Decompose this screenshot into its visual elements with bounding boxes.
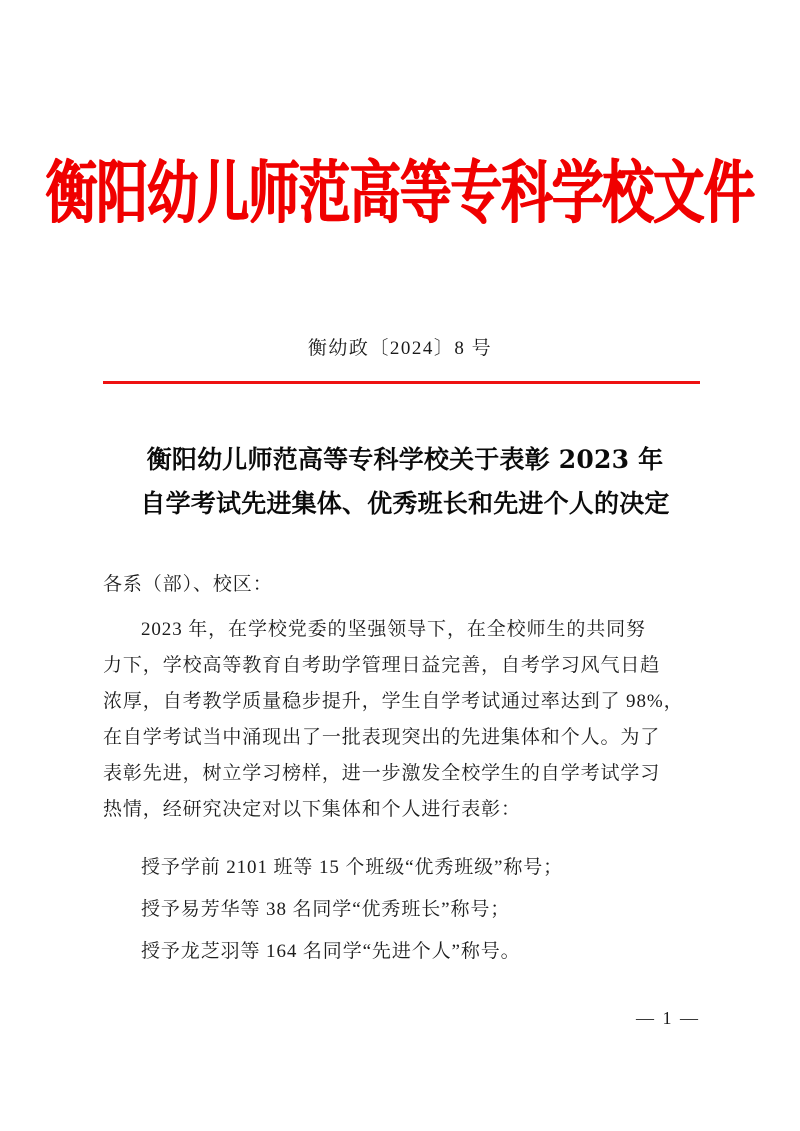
body-paragraph-line: 热情，经研究决定对以下集体和个人进行表彰： (103, 799, 521, 820)
document-heading (100, 438, 710, 526)
body-paragraph-line: 在自学考试当中涌现出了一批表现突出的先进集体和个人。为了 (103, 727, 661, 748)
red-separator-rule (103, 381, 700, 384)
salutation: 各系（部）、校区： (103, 574, 273, 595)
award-list-item: 授予龙芝羽等 164 名同学“先进个人”称号。 (141, 941, 521, 962)
document-body (103, 567, 703, 976)
document-serial-number: 衡幼政〔2024〕8 号 (307, 338, 493, 359)
heading-line-1: 衡阳幼儿师范高等专科学校关于表彰 2023 年 (146, 445, 664, 474)
award-list-item: 授予学前 2101 班等 15 个班级“优秀班级”称号； (141, 857, 564, 878)
heading-line-2: 自学考试先进集体、优秀班长和先进个人的决定 (140, 489, 670, 518)
institution-masthead-title: 衡阳幼儿师范高等专科学校文件 (45, 153, 755, 234)
page-number: — 1 — (636, 1008, 700, 1028)
body-paragraph-line: 浓厚，自考教学质量稳步提升，学生自学考试通过率达到了 98%， (103, 691, 684, 712)
masthead (0, 153, 800, 234)
award-list (103, 850, 703, 970)
body-paragraph-line: 力下，学校高等教育自考助学管理日益完善，自考学习风气日趋 (103, 655, 661, 676)
body-paragraph-line: 2023 年，在学校党委的坚强领导下，在全校师生的共同努 (141, 619, 646, 640)
body-paragraph-line: 表彰先进，树立学习榜样，进一步激发全校学生的自学考试学习 (103, 763, 661, 784)
award-list-item: 授予易芳华等 38 名同学“优秀班长”称号； (141, 899, 511, 920)
